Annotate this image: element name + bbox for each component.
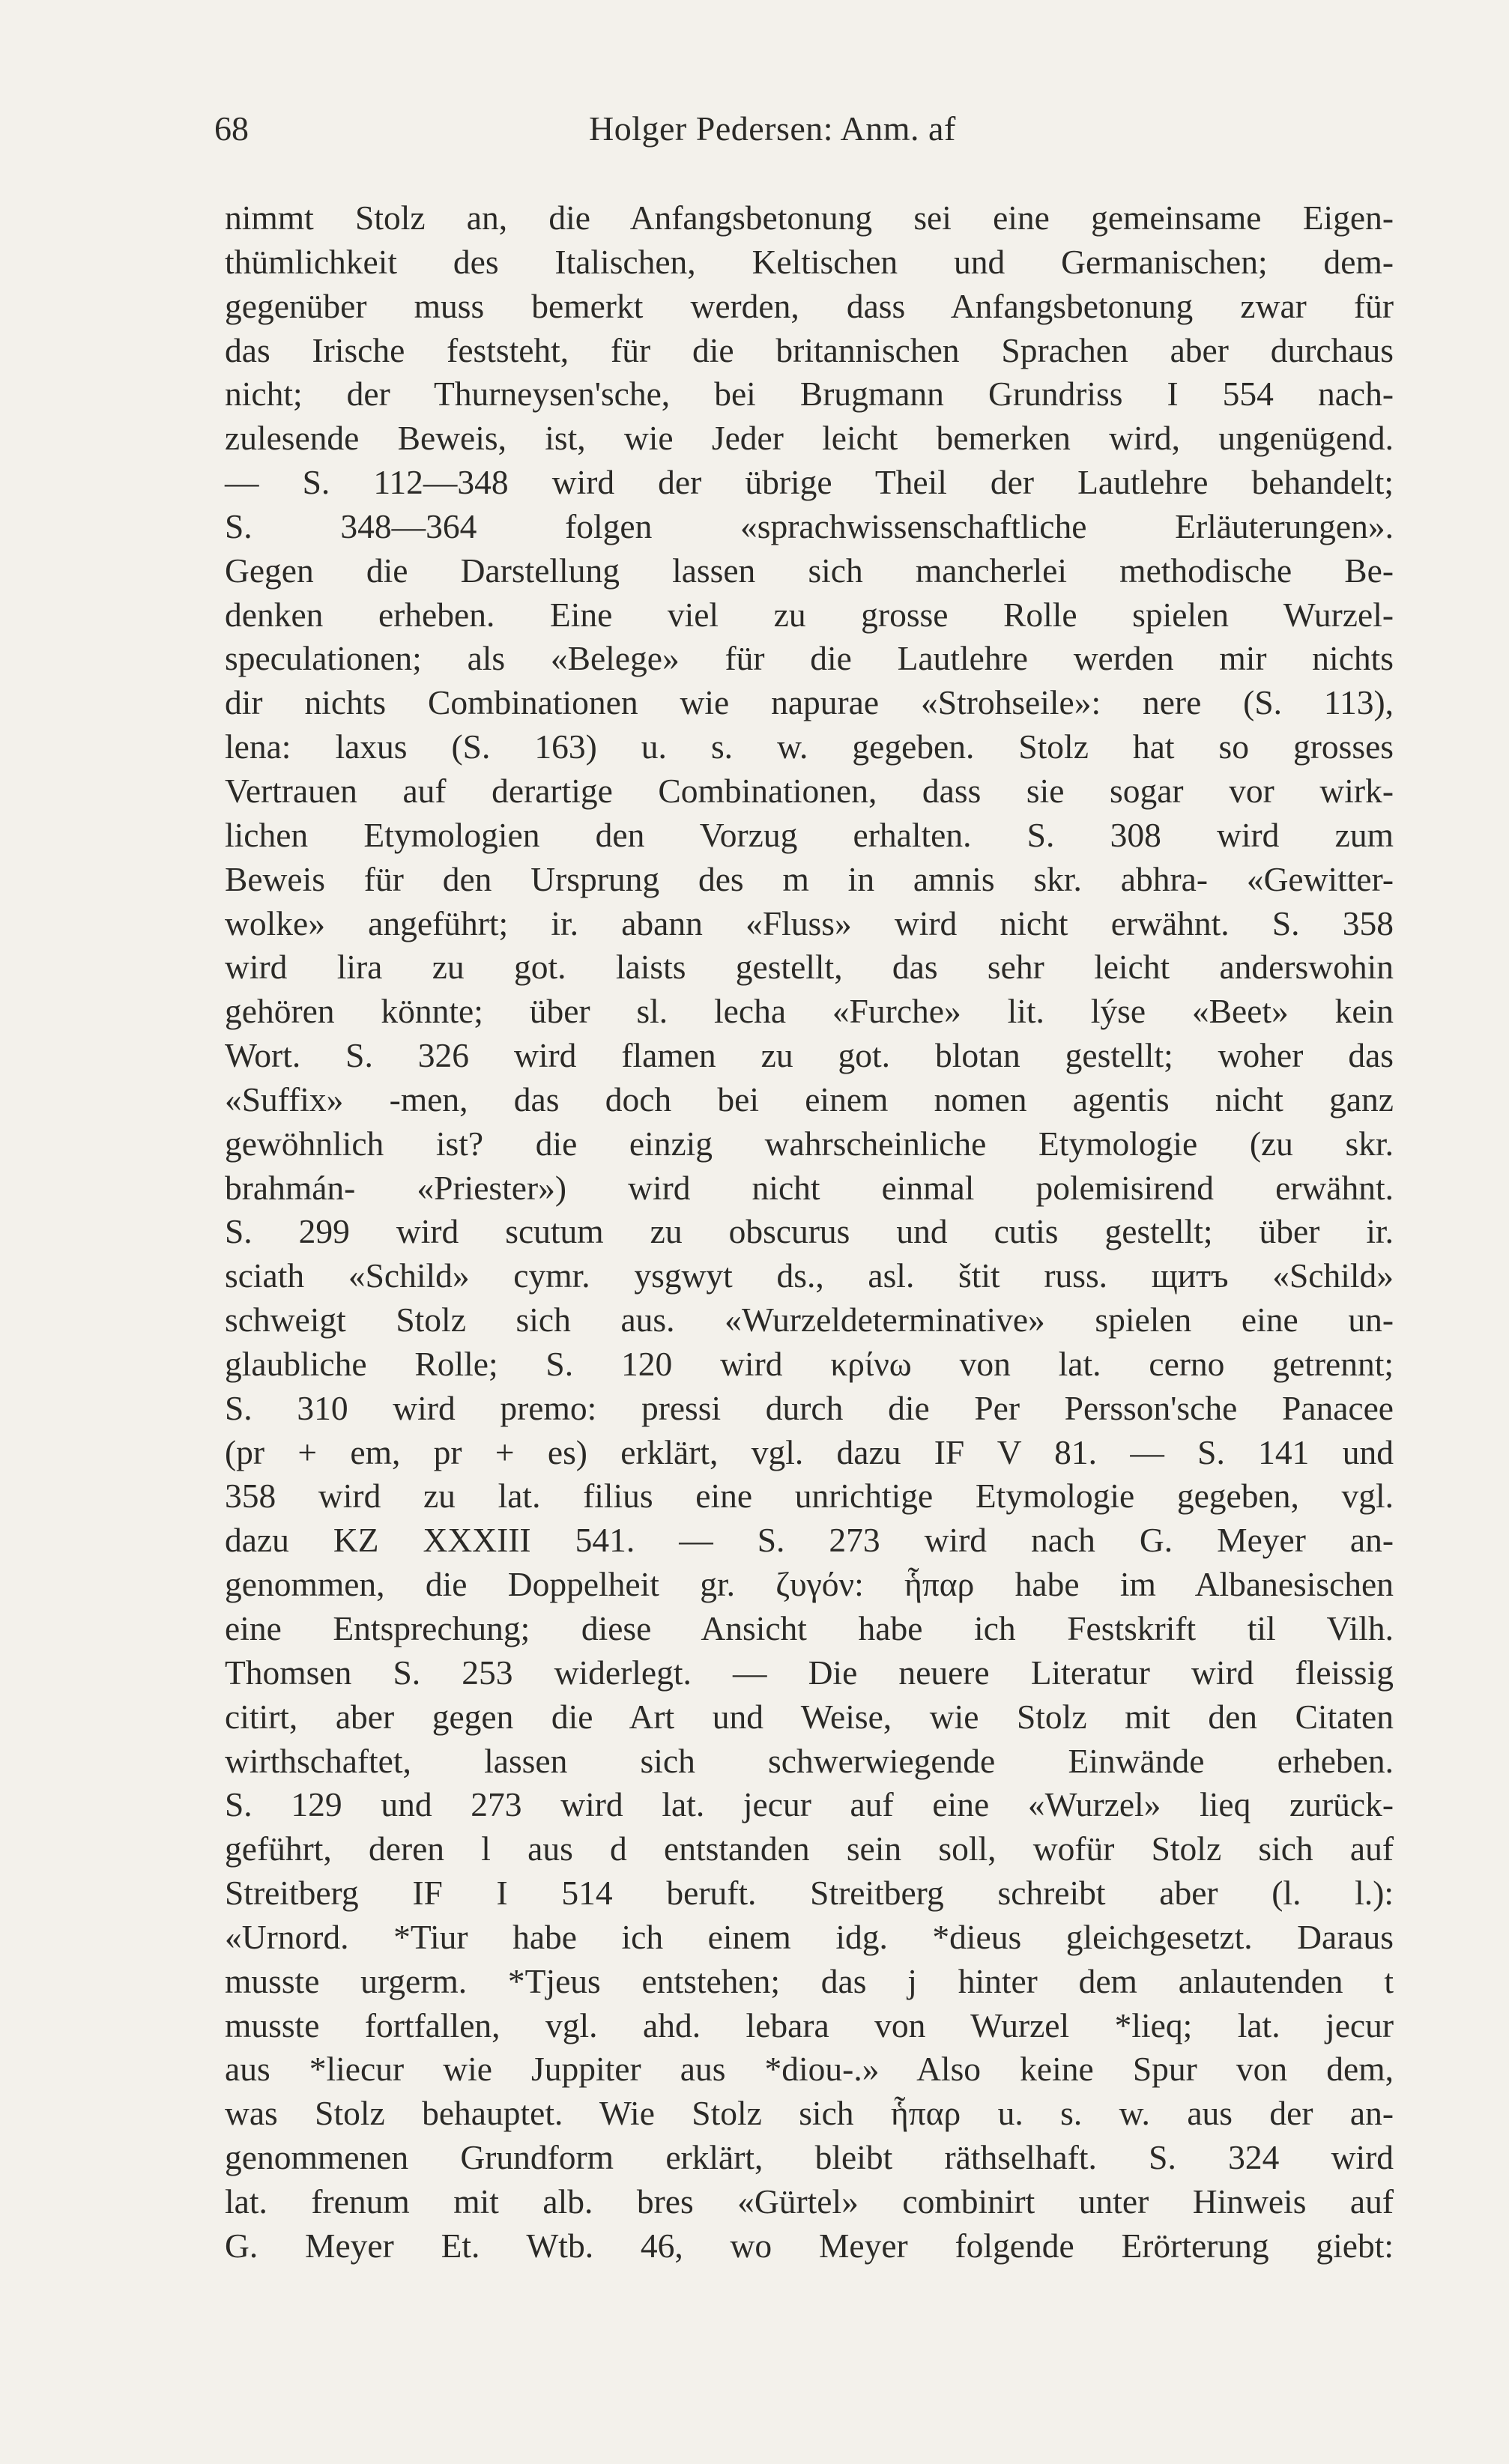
text-line: zulesende Beweis, ist, wie Jeder leicht bemerken wird, ungenügend. [225, 419, 1394, 458]
text-line: citirt, aber gegen die Art und Weise, wie Stolz mit den Citaten [225, 1697, 1394, 1736]
text-line: das Irische feststeht, für die britannischen Sprachen aber durchaus [225, 330, 1394, 369]
text-line: was Stolz behauptet. Wie Stolz sich ἧπαρ u. s. w. aus der an- [225, 2094, 1394, 2133]
text-line: Streitberg IF I 514 beruft. Streitberg schreibt aber (l. l.): [225, 1874, 1394, 1913]
text-line: Vertrauen auf derartige Combinationen, dass sie sogar vor wirk- [225, 771, 1394, 810]
text-line: (pr + em, pr + es) erklärt, vgl. dazu IF V 81. — S. 141 und [225, 1432, 1394, 1471]
text-line: Wort. S. 326 wird flamen zu got. blotan gestellt; woher das [225, 1036, 1394, 1075]
text-line: Gegen die Darstellung lassen sich mancherlei methodische Be- [225, 551, 1394, 590]
page-number: 68 [214, 109, 249, 148]
text-line: glaubliche Rolle; S. 120 wird κρίνω von lat. cerno getrennt; [225, 1344, 1394, 1383]
text-line: S. 348—364 folgen «sprachwissenschaftliche Erläuterungen». [225, 506, 1394, 545]
text-line: 358 wird zu lat. filius eine unrichtige Etymologie gegeben, vgl. [225, 1477, 1394, 1516]
text-line: «Suffix» -men, das doch bei einem nomen agentis nicht ganz [225, 1080, 1394, 1119]
text-line: brahmán- «Priester») wird nicht einmal polemisirend erwähnt. [225, 1168, 1394, 1207]
text-line: geführt, deren l aus d entstanden sein soll, wofür Stolz sich auf [225, 1829, 1394, 1868]
text-line: musste fortfallen, vgl. ahd. lebara von Wurzel *lieq; lat. jecur [225, 2006, 1394, 2044]
text-line: nimmt Stolz an, die Anfangsbetonung sei eine gemeinsame Eigen- [225, 199, 1394, 237]
text-line: nicht; der Thurneysen'sche, bei Brugmann Grundriss I 554 nach- [225, 375, 1394, 414]
text-line: lichen Etymologien den Vorzug erhalten. S. 308 wird zum [225, 815, 1394, 854]
text-line: thümlichkeit des Italischen, Keltischen und Germanischen; dem- [225, 242, 1394, 281]
text-line: eine Entsprechung; diese Ansicht habe ich Festskrift til Vilh. [225, 1609, 1394, 1647]
text-line: dazu KZ XXXIII 541. — S. 273 wird nach G. Meyer an- [225, 1521, 1394, 1560]
text-line: — S. 112—348 wird der übrige Theil der Lautlehre behandelt; [225, 463, 1394, 502]
text-line: gewöhnlich ist? die einzig wahrscheinliche Etymologie (zu skr. [225, 1124, 1394, 1163]
text-line: dir nichts Combinationen wie napurae «Strohseile»: nere (S. 113), [225, 683, 1394, 722]
text-line: schweigt Stolz sich aus. «Wurzeldeterminative» spielen eine un- [225, 1301, 1394, 1340]
text-line: denken erheben. Eine viel zu grosse Rolle spielen Wurzel- [225, 595, 1394, 634]
text-line: gegenüber muss bemerkt werden, dass Anfangsbetonung zwar für [225, 286, 1394, 325]
text-line: Beweis für den Ursprung des m in amnis skr. abhra- «Gewitter- [225, 859, 1394, 898]
text-line: Thomsen S. 253 widerlegt. — Die neuere Literatur wird fleissig [225, 1653, 1394, 1692]
text-line: G. Meyer Et. Wtb. 46, wo Meyer folgende Erörterung giebt: [225, 2226, 1394, 2265]
text-line: musste urgerm. *Tjeus entstehen; das j hinter dem anlautenden t [225, 1961, 1394, 2000]
text-line: S. 310 wird premo: pressi durch die Per Persson'sche Panacee [225, 1388, 1394, 1427]
text-line: lat. frenum mit alb. bres «Gürtel» combinirt unter Hinweis auf [225, 2182, 1394, 2221]
text-line: wolke» angeführt; ir. abann «Fluss» wird nicht erwähnt. S. 358 [225, 903, 1394, 942]
text-line: speculationen; als «Belege» für die Lautlehre werden mir nichts [225, 639, 1394, 678]
text-line: sciath «Schild» cymr. ysgwyt ds., asl. štit russ. щитъ «Schild» [225, 1256, 1394, 1295]
text-line: wirthschaftet, lassen sich schwerwiegende Einwände erheben. [225, 1741, 1394, 1780]
text-line: genommen, die Doppelheit gr. ζυγόν: ἧπαρ habe im Albanesischen [225, 1565, 1394, 1604]
text-line: «Urnord. *Tiur habe ich einem idg. *dieus gleichgesetzt. Daraus [225, 1917, 1394, 1956]
running-head: Holger Pedersen: Anm. af [589, 109, 956, 148]
text-line: S. 129 und 273 wird lat. jecur auf eine «Wurzel» lieq zurück- [225, 1785, 1394, 1824]
text-line: genommenen Grundform erklärt, bleibt räthselhaft. S. 324 wird [225, 2138, 1394, 2177]
page-header [202, 109, 1394, 154]
text-line: wird lira zu got. laists gestellt, das sehr leicht anderswohin [225, 948, 1394, 987]
text-line: aus *liecur wie Juppiter aus *diou-.» Also keine Spur von dem, [225, 2050, 1394, 2089]
text-line: lena: laxus (S. 163) u. s. w. gegeben. Stolz hat so grosses [225, 727, 1394, 766]
text-line: S. 299 wird scutum zu obscurus und cutis gestellt; über ir. [225, 1212, 1394, 1251]
text-line: gehören könnte; über sl. lecha «Furche» lit. lýse «Beet» kein [225, 992, 1394, 1031]
body-text [225, 196, 1394, 2268]
